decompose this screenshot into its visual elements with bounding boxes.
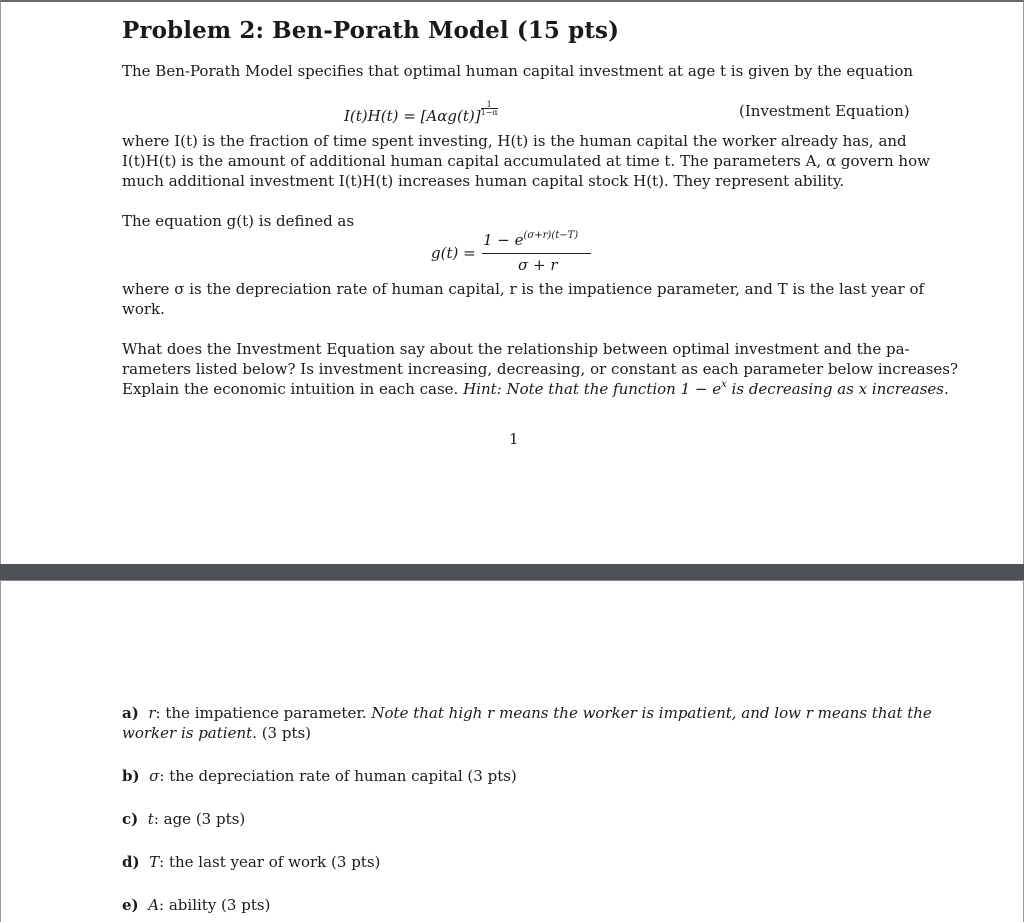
item-e-symbol: A: [148, 896, 160, 914]
question-line-1: What does the Investment Equation say about the relationship between optimal investment and the pa-: [122, 340, 910, 358]
where-line-2: I(t)H(t) is the amount of additional human capital accumulated at time t. The parameters A, α govern how: [122, 152, 930, 170]
item-a-note-2: worker is patient.: [122, 724, 257, 742]
problem-title: Problem 2: Ben-Porath Model (15 pts): [122, 17, 620, 44]
g-equation-numerator: [483, 230, 578, 253]
item-a-symbol: r: [148, 704, 156, 722]
g-fraction-bar: [482, 253, 591, 254]
where-line-1: where I(t) is the fraction of time spent investing, H(t) is the human capital the worker already has, and: [122, 132, 907, 150]
hint-end: is decreasing as x increases.: [726, 380, 949, 398]
item-c: [122, 809, 245, 829]
g-numerator-base: 1 − e: [483, 231, 524, 249]
item-b-symbol: σ: [149, 767, 160, 785]
item-d-label: d): [122, 853, 140, 871]
item-c-text: : age (3 pts): [153, 810, 246, 828]
g-equation-denominator: σ + r: [518, 256, 558, 274]
item-e-label: e): [122, 896, 139, 914]
item-e-text: : ability (3 pts): [159, 896, 271, 914]
question-line-2: rameters listed below? Is investment increasing, decreasing, or constant as each parameter below increases?: [122, 360, 958, 378]
item-a-label: a): [122, 704, 139, 722]
item-a-cont: [122, 723, 311, 743]
exponent-denominator: 1−α: [480, 108, 498, 117]
question-line-3-text: Explain the economic intuition in each case.: [122, 380, 459, 398]
item-d: [122, 852, 380, 872]
g-intro-text: The equation g(t) is defined as: [122, 212, 355, 230]
investment-equation: [344, 101, 498, 126]
item-a-note: Note that high r means the worker is impatient, and low r means that the: [371, 704, 932, 722]
item-c-label: c): [122, 810, 139, 828]
item-e: [122, 895, 270, 915]
hint-start: Hint: Note that the function 1 − e: [463, 380, 722, 398]
item-a-text: : the impatience parameter.: [155, 704, 372, 722]
item-b: [122, 766, 517, 786]
investment-equation-exponent: [481, 101, 498, 116]
item-a: [122, 703, 932, 723]
page-number: 1: [509, 430, 519, 448]
intro-text: The Ben-Porath Model specifies that optimal human capital investment at age t is given by the equation: [122, 62, 914, 80]
hint-text: [463, 380, 949, 398]
item-b-label: b): [122, 767, 140, 785]
equation-tag: (Investment Equation): [739, 102, 910, 120]
g-numerator-exponent: (σ+r)(t−T): [523, 230, 579, 241]
item-d-symbol: T: [149, 853, 160, 871]
hint-exponent: x: [721, 379, 727, 390]
sigma-line-2: work.: [122, 300, 165, 318]
sigma-line-1: where σ is the depreciation rate of human capital, r is the impatience parameter, and T is the last year of: [122, 280, 925, 298]
question-line-3: [122, 379, 949, 402]
where-line-3: much additional investment I(t)H(t) increases human capital stock H(t). They represent ability.: [122, 172, 845, 190]
investment-equation-lhs: I(t)H(t) = [Aαg(t)]: [344, 107, 481, 125]
g-equation-lhs: g(t) =: [431, 244, 476, 262]
item-d-text: : the last year of work (3 pts): [159, 853, 381, 871]
item-a-pts: (3 pts): [256, 724, 312, 742]
exponent-numerator: 1: [481, 101, 498, 109]
item-b-text: : the depreciation rate of human capital (3 pts): [159, 767, 517, 785]
item-c-symbol: t: [147, 810, 154, 828]
page-separator: [0, 564, 1024, 580]
document-page-2: [0, 580, 1024, 922]
